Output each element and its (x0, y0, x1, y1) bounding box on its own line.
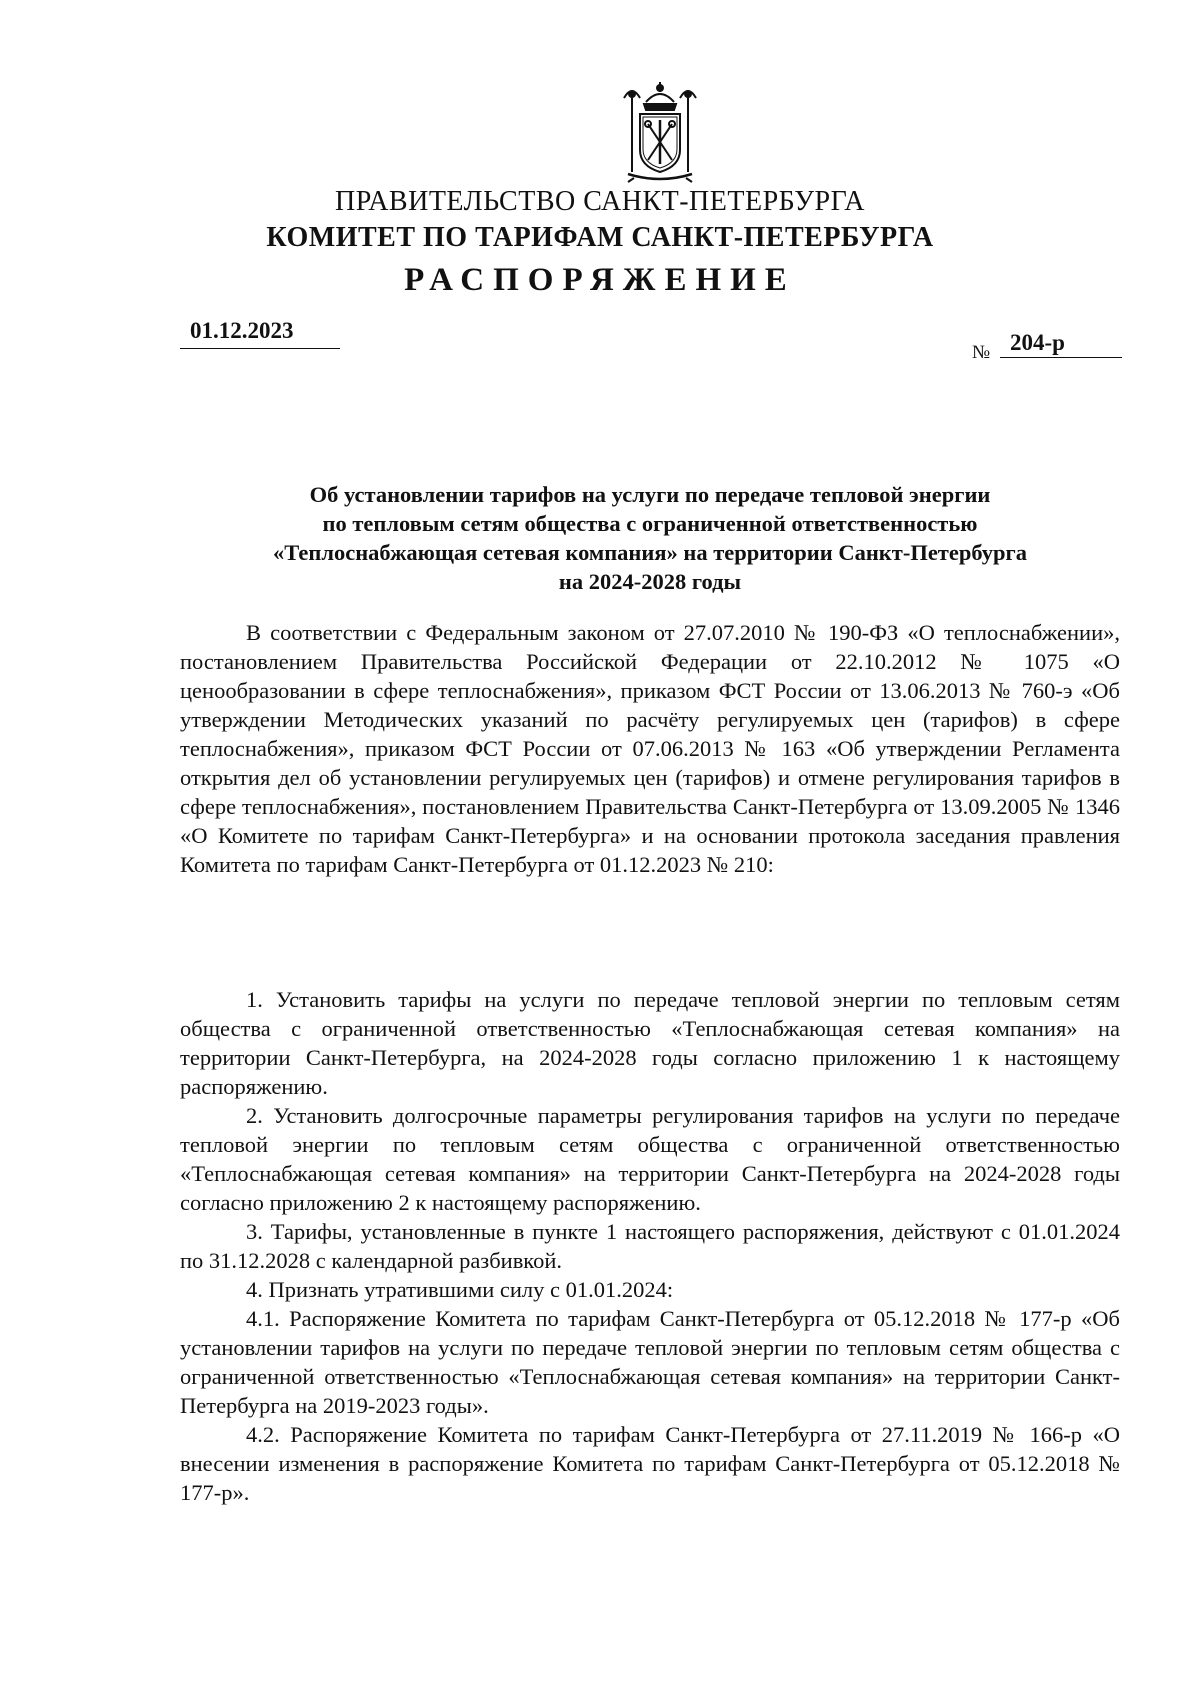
order-item-4-2: 4.2. Распоряжение Комитета по тарифам Санкт-Петербурга от 27.11.2019 № 166-р «О внесении изменения в распоряжение Комитета по тарифам Санкт-Петербурга от 05.12.2018 № 177-р». (180, 1422, 1120, 1505)
order-item-4-1: 4.1. Распоряжение Комитета по тарифам Санкт-Петербурга от 05.12.2018 № 177-р «Об установлении тарифов на услуги по передаче тепловой энергии по тепловым сетям общества с ограниченной ответственностью «Теплоснабжающая сетевая компания» на территории Санкт-Петербурга на 2019-2023 годы». (180, 1306, 1120, 1418)
number-underline (1000, 357, 1122, 358)
document-type-title: РАСПОРЯЖЕНИЕ (404, 262, 796, 298)
subject-line: «Теплоснабжающая сетевая компания» на территории Санкт-Петербурга (273, 540, 1027, 565)
coat-of-arms-icon (610, 80, 710, 184)
order-item-2: 2. Установить долгосрочные параметры регулирования тарифов на услуги по передаче тепловой энергии по тепловым сетям общества с ограниченной ответственностью «Теплоснабжающая сетевая компания» на территории Санкт-Петербурга на 2024-2028 годы согласно приложению 2 к настоящему распоряжению. (180, 1103, 1120, 1215)
subject-line: на 2024-2028 годы (558, 569, 742, 594)
government-heading: ПРАВИТЕЛЬСТВО САНКТ-ПЕТЕРБУРГА (335, 186, 865, 217)
order-item-4: 4. Признать утратившими силу с 01.01.2024: (246, 1277, 674, 1302)
date-underline (180, 348, 340, 349)
subject-line: по тепловым сетям общества с ограниченной ответственностью (322, 511, 978, 536)
committee-heading: КОМИТЕТ ПО ТАРИФАМ САНКТ-ПЕТЕРБУРГА (266, 222, 934, 253)
order-items (180, 985, 1120, 1507)
document-date: 01.12.2023 (190, 318, 294, 343)
order-item-1: 1. Установить тарифы на услуги по передаче тепловой энергии по тепловым сетям общества с ограниченной ответственностью «Теплоснабжающая сетевая компания» на территории Санкт-Петербурга, на 2024-2028 годы согласно приложению 1 к настоящему распоряжению. (180, 987, 1120, 1099)
order-item-3: 3. Тарифы, установленные в пункте 1 настоящего распоряжения, действуют с 01.01.2024 по 31.12.2028 с календарной разбивкой. (180, 1219, 1120, 1273)
document-subject (180, 480, 1120, 596)
document-number: 204-р (1010, 330, 1065, 355)
preamble-section (180, 618, 1120, 879)
preamble-paragraph: В соответствии с Федеральным законом от 27.07.2010 № 190-ФЗ «О теплоснабжении», постановлением Правительства Российской Федерации от 22.10.2012 № 1075 «О ценообразовании в сфере теплоснабжения», приказом ФСТ России от 13.06.2013 № 760-э «Об утверждении Методических указаний по расчёту регулируемых цен (тарифов) в сфере теплоснабжения», приказом ФСТ России от 07.06.2013 № 163 «Об утверждении Регламента открытия дел об установлении регулируемых цен (тарифов) и отмене регулирования тарифов в сфере теплоснабжения», постановлением Правительства Санкт-Петербурга от 13.09.2005 № 1346 «О Комитете по тарифам Санкт-Петербурга» и на основании протокола заседания правления Комитета по тарифам Санкт-Петербурга от 01.12.2023 № 210: (180, 620, 1120, 877)
number-sign: № (972, 342, 991, 363)
subject-line: Об установлении тарифов на услуги по передаче тепловой энергии (309, 482, 991, 507)
